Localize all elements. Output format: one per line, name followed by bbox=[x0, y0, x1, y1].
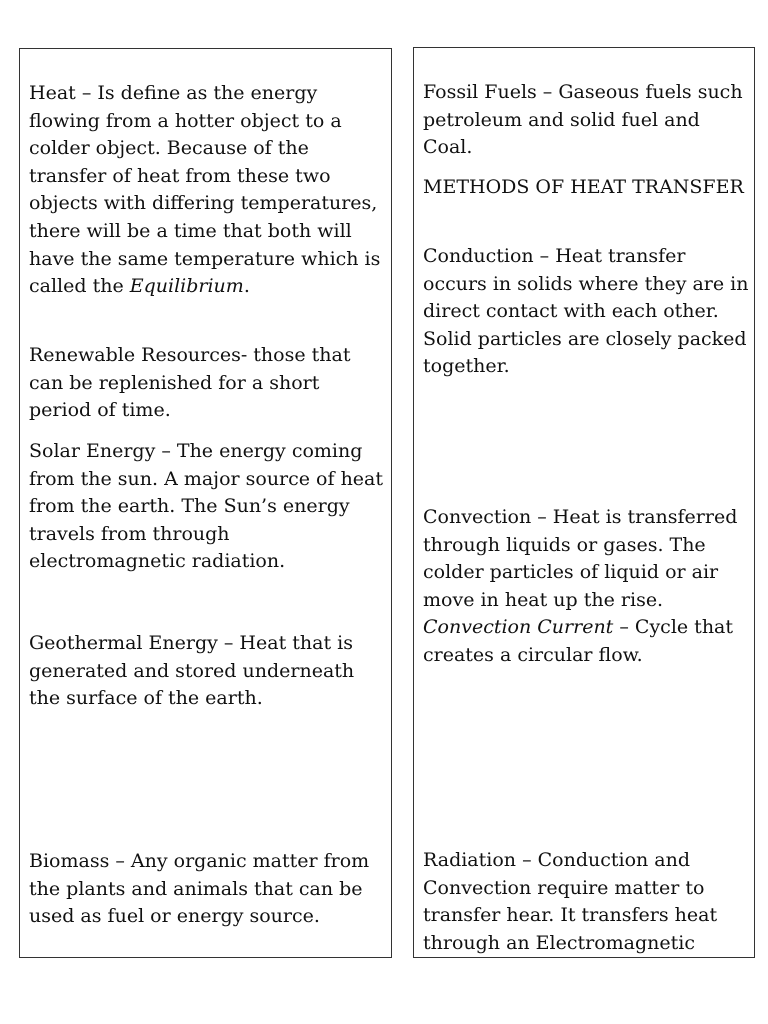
right-definition-box bbox=[413, 47, 755, 958]
heat-definition bbox=[29, 80, 387, 301]
renewable-resources-definition: Renewable Resources- those that can be replenished for a short period of time. bbox=[29, 344, 351, 422]
convection-text: Convection – Heat is transferred through liquids or gases. The colder particles of liquid or air move in heat up the rise. bbox=[423, 506, 738, 611]
biomass-definition: Biomass – Any organic matter from the plants and animals that can be used as fuel or energy source. bbox=[29, 850, 370, 928]
left-definition-box bbox=[19, 48, 392, 958]
radiation-definition: Radiation – Conduction and Convection require matter to transfer hear. It transfers heat through an Electromagnetic bbox=[423, 849, 718, 954]
heat-term: Heat bbox=[29, 82, 76, 104]
fossil-fuels-definition: Fossil Fuels – Gaseous fuels such petroleum and solid fuel and Coal. bbox=[423, 81, 743, 159]
equilibrium-term: Equilibrium bbox=[129, 275, 244, 298]
convection-definition bbox=[423, 504, 753, 670]
convection-text-end: – Cycle that creates a circular flow. bbox=[423, 616, 734, 666]
convection-current-term: Convection Current bbox=[423, 616, 614, 639]
methods-heading: METHODS OF HEAT TRANSFER bbox=[423, 176, 744, 198]
conduction-definition: Conduction – Heat transfer occurs in solids where they are in direct contact with each other. Solid particles are closely packed together. bbox=[423, 245, 749, 378]
heat-definition-end: . bbox=[243, 275, 250, 298]
geothermal-energy-definition: Geothermal Energy – Heat that is generated and stored underneath the surface of the earth. bbox=[29, 632, 355, 710]
heat-definition-text: – Is define as the energy flowing from a hotter object to a colder object. Because of the transfer of heat from these two objects with differing temperatures, there will be a time that both will have the same temperature which is called the bbox=[29, 82, 381, 298]
solar-energy-definition: Solar Energy – The energy coming from the sun. A major source of heat from the earth. The Sun’s energy travels from through electromagnetic radiation. bbox=[29, 440, 384, 573]
